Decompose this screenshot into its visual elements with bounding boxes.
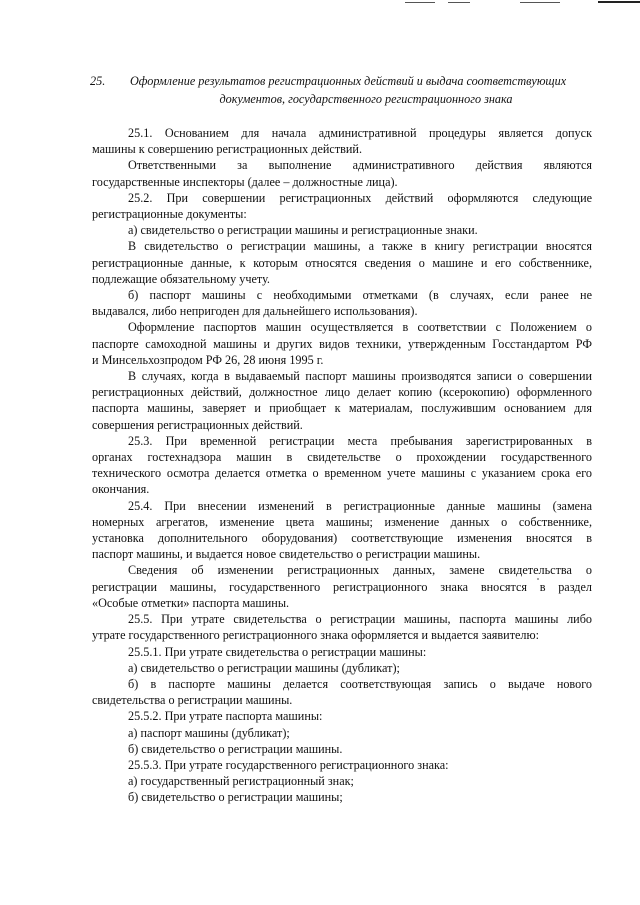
text-line: «Особые отметки» паспорта машины. <box>92 595 290 610</box>
text-line: 25.5. При утрате свидетельства о регистрации машины, паспорта машины либо <box>128 612 592 627</box>
paragraph <box>92 725 592 741</box>
text-line: регистрационных действий, должностное лицо делает копию (ксерокопию) оформленного <box>92 385 592 400</box>
scan-mark <box>448 2 470 3</box>
text-line: 25.5.1. При утрате свидетельства о регистрации машины: <box>128 644 427 659</box>
paragraph <box>92 498 592 563</box>
paragraph <box>92 287 592 319</box>
text-line: утрате государственного регистрационного знака оформляется и выдается заявителю: <box>92 628 539 643</box>
paragraph <box>92 741 592 757</box>
paragraph <box>92 562 592 611</box>
text-line: установка дополнительного оборудования) соответствующие изменения вносятся в <box>92 531 592 546</box>
text-line: 25.1. Основанием для начала административной процедуры является допуск <box>128 126 592 140</box>
text-line: В случаях, когда в выдаваемый паспорт машины производятся записи о совершении <box>128 369 592 384</box>
paragraph <box>92 789 592 805</box>
paragraph <box>92 611 592 643</box>
text-line: а) свидетельство о регистрации машины и регистрационные знаки. <box>128 223 478 238</box>
text-line: Оформление паспортов машин осуществляется в соответствии с Положением о <box>128 320 592 335</box>
text-line: В свидетельство о регистрации машины, а также в книгу регистрации вносятся <box>128 239 592 254</box>
text-line: паспорте самоходной машины и других видов техники, утвержденным Госстандартом РФ <box>92 336 592 351</box>
text-line: б) в паспорте машины делается соответствующая запись о выдаче нового <box>128 676 592 691</box>
text-line: машины к совершению регистрационных действий. <box>92 142 362 157</box>
text-line: окончания. <box>92 482 150 497</box>
text-line: а) паспорт машины (дубликат); <box>128 725 290 740</box>
paragraph <box>92 708 592 724</box>
paragraph <box>92 157 592 189</box>
text-line: б) свидетельство о регистрации машины; <box>128 790 343 805</box>
paragraph <box>92 190 592 222</box>
text-line: Ответственными за выполнение административного действия являются <box>128 158 592 173</box>
text-line: регистрации машины, государственного регистрационного знака вносятся в раздел <box>92 579 592 594</box>
text-line: свидетельства о регистрации машины. <box>92 693 293 708</box>
text-line: 25.5.2. При утрате паспорта машины: <box>128 709 323 724</box>
document-body <box>92 125 592 806</box>
text-line: и Минсельхозпродом РФ 26, 28 июня 1995 г. <box>92 352 324 367</box>
scan-mark <box>598 1 640 3</box>
text-line: 25.4. При внесении изменений в регистрационные данные машины (замена <box>128 498 592 513</box>
text-line: паспорт машины, и выдается новое свидетельство о регистрации машины. <box>92 547 481 562</box>
text-line: паспорта машины, заверяет и приобщает к материалам, послужившим основанием для <box>92 401 592 416</box>
text-line: подлежащие обязательному учету. <box>92 271 270 286</box>
section-heading <box>90 72 602 108</box>
section-title-line-2: документов, государственного регистрационного знака <box>219 92 513 106</box>
paragraph <box>92 433 592 498</box>
text-line: 25.2. При совершении регистрационных действий оформляются следующие <box>128 190 592 205</box>
scan-edge-marks <box>0 0 640 5</box>
paragraph <box>92 757 592 773</box>
paragraph <box>92 773 592 789</box>
text-line: а) государственный регистрационный знак; <box>128 774 354 789</box>
text-line: Сведения об изменении регистрационных данных, замене свидетельства о <box>128 563 592 578</box>
scan-mark <box>520 2 560 3</box>
scan-speck <box>537 578 539 580</box>
text-line: номерных агрегатов, изменение цвета машины; изменение данных о собственнике, <box>92 514 592 529</box>
paragraph <box>92 368 592 433</box>
text-line: технического осмотра делается отметка о временном учете машины с указанием срока его <box>92 466 592 481</box>
scan-mark <box>405 2 435 3</box>
paragraph <box>92 644 592 660</box>
text-line: совершения регистрационных действий. <box>92 417 303 432</box>
text-line: а) свидетельство о регистрации машины (дубликат); <box>128 660 400 675</box>
text-line: 25.3. При временной регистрации места пребывания зарегистрированных в <box>128 433 592 448</box>
text-line: государственные инспекторы (далее – должностные лица). <box>92 174 398 189</box>
paragraph <box>92 676 592 708</box>
text-line: регистрационные документы: <box>92 207 247 222</box>
paragraph <box>92 319 592 368</box>
text-line: органах гостехнадзора машин в свидетельстве о прохождении государственного <box>92 450 592 465</box>
section-number: 25. <box>90 74 106 88</box>
text-line: б) паспорт машины с необходимыми отметками (в случаях, если ранее не <box>128 288 592 303</box>
section-title-line-1: Оформление результатов регистрационных действий и выдача соответствующих <box>130 74 567 88</box>
text-line: б) свидетельство о регистрации машины. <box>128 741 343 756</box>
paragraph <box>92 238 592 287</box>
text-line: выдавался, либо непригоден для дальнейшего использования). <box>92 304 418 319</box>
text-line: регистрационные данные, к которым относятся сведения о машине и его собственнике, <box>92 255 592 270</box>
paragraph <box>92 660 592 676</box>
text-line: 25.5.3. При утрате государственного регистрационного знака: <box>128 757 449 772</box>
paragraph <box>92 222 592 238</box>
paragraph <box>92 125 592 157</box>
